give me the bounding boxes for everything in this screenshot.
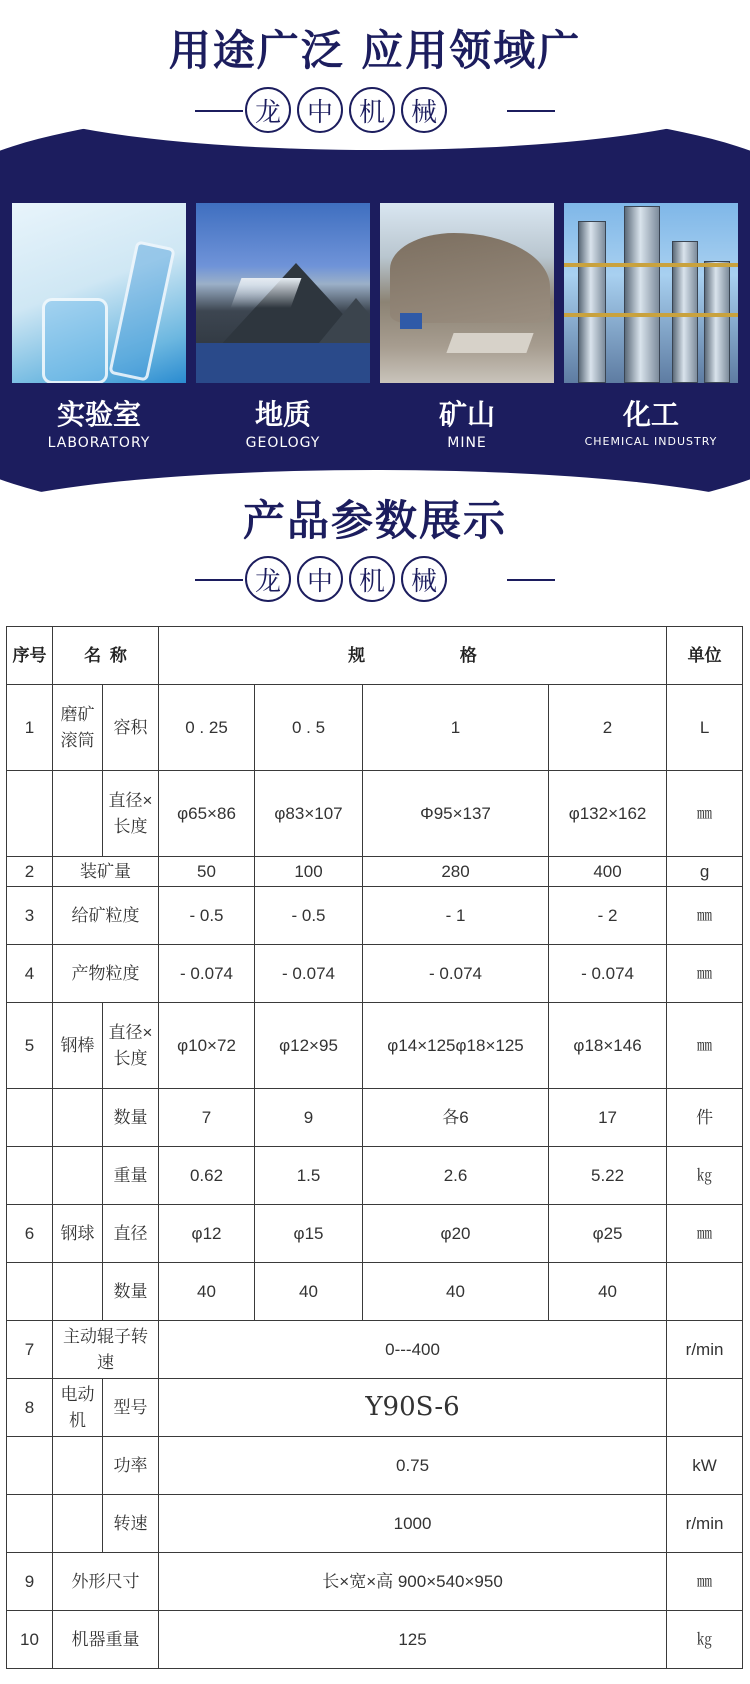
- brand-char: 械: [401, 87, 447, 133]
- row-item: 转速: [103, 1495, 159, 1553]
- table-row: [7, 1553, 743, 1611]
- field-name: 实验室: [56, 398, 141, 431]
- cell-value: - 1: [363, 887, 549, 945]
- table-row: [7, 945, 743, 1003]
- row-group: [53, 1089, 103, 1147]
- row-group: [53, 1495, 103, 1553]
- row-group: [53, 1437, 103, 1495]
- header-unit: 单位: [667, 627, 743, 685]
- row-no: 4: [7, 945, 53, 1003]
- brand-char: 机: [349, 556, 395, 602]
- row-no: 9: [7, 1553, 53, 1611]
- table-row: [7, 1437, 743, 1495]
- slogan-title: 用途广泛 应用领域广: [168, 26, 582, 75]
- cell-value: Φ95×137: [363, 771, 549, 857]
- header-no: 序号: [7, 627, 53, 685]
- section-brand-logo: [195, 556, 555, 604]
- cell-value: φ12: [159, 1205, 255, 1263]
- brand-char: 械: [401, 556, 447, 602]
- field-name-en: MINE: [447, 435, 487, 451]
- table-row: [7, 857, 743, 887]
- cell-value: φ132×162: [549, 771, 667, 857]
- row-no: [7, 1437, 53, 1495]
- row-group: 磨矿滚筒: [53, 685, 103, 771]
- table-row: [7, 887, 743, 945]
- row-item: 直径×长度: [103, 771, 159, 857]
- brand-char: 机: [349, 87, 395, 133]
- row-group: 电动机: [53, 1379, 103, 1437]
- brand-line-left: [195, 579, 243, 581]
- field-name: 地质: [254, 398, 311, 431]
- row-item: 数量: [103, 1263, 159, 1321]
- cell-value: 40: [363, 1263, 549, 1321]
- row-group: [53, 1147, 103, 1205]
- brand-char: 龙: [245, 556, 291, 602]
- row-item: 直径: [103, 1205, 159, 1263]
- row-item: 型号: [103, 1379, 159, 1437]
- cell-unit: ㎜: [667, 1553, 743, 1611]
- row-no: 2: [7, 857, 53, 887]
- field-name: 矿山: [438, 398, 495, 431]
- row-no: [7, 1147, 53, 1205]
- table-row: [7, 1263, 743, 1321]
- cell-unit: [667, 1379, 743, 1437]
- cell-value: φ14×125φ18×125: [363, 1003, 549, 1089]
- table-row: [7, 1379, 743, 1437]
- brand-logo: [195, 87, 555, 135]
- row-no: 3: [7, 887, 53, 945]
- row-no: 8: [7, 1379, 53, 1437]
- row-group: [53, 1263, 103, 1321]
- row-item: 容积: [103, 685, 159, 771]
- cell-value: 100: [255, 857, 363, 887]
- cell-value: φ65×86: [159, 771, 255, 857]
- field-mine: [380, 203, 554, 451]
- cell-value: 0 . 25: [159, 685, 255, 771]
- cell-value: 0.62: [159, 1147, 255, 1205]
- table-row: [7, 1495, 743, 1553]
- cell-value: 1.5: [255, 1147, 363, 1205]
- row-item: 直径×长度: [103, 1003, 159, 1089]
- cell-value: φ25: [549, 1205, 667, 1263]
- field-name-en: LABORATORY: [47, 435, 151, 451]
- table-row: [7, 1147, 743, 1205]
- cell-value: 1: [363, 685, 549, 771]
- brand-line-left: [195, 110, 243, 112]
- row-name: 装矿量: [53, 857, 159, 887]
- row-group: 钢球: [53, 1205, 103, 1263]
- cell-value: φ12×95: [255, 1003, 363, 1089]
- cell-value: 5.22: [549, 1147, 667, 1205]
- brand-char: 龙: [245, 87, 291, 133]
- cell-value: 2.6: [363, 1147, 549, 1205]
- geology-image: [196, 203, 370, 383]
- cell-value: 0 . 5: [255, 685, 363, 771]
- cell-value: - 2: [549, 887, 667, 945]
- cell-value: 40: [159, 1263, 255, 1321]
- row-no: [7, 771, 53, 857]
- cell-unit: ㎏: [667, 1147, 743, 1205]
- cell-value: - 0.074: [255, 945, 363, 1003]
- cell-value: - 0.074: [159, 945, 255, 1003]
- row-name: 给矿粒度: [53, 887, 159, 945]
- row-name: 主动辊子转速: [53, 1321, 159, 1379]
- field-name-en: CHEMICAL INDUSTRY: [584, 435, 718, 448]
- table-header-row: [7, 627, 743, 685]
- row-item: 重量: [103, 1147, 159, 1205]
- cell-unit: kW: [667, 1437, 743, 1495]
- mine-image: [380, 203, 554, 383]
- cell-unit: [667, 1263, 743, 1321]
- cell-value: φ10×72: [159, 1003, 255, 1089]
- brand-line-right: [507, 110, 555, 112]
- cell-unit: 件: [667, 1089, 743, 1147]
- cell-value: - 0.074: [363, 945, 549, 1003]
- cell-value: φ15: [255, 1205, 363, 1263]
- cell-unit: g: [667, 857, 743, 887]
- table-row: [7, 1089, 743, 1147]
- table-row: [7, 685, 743, 771]
- row-group: [53, 771, 103, 857]
- table-row: [7, 1205, 743, 1263]
- row-no: 5: [7, 1003, 53, 1089]
- cell-unit: r/min: [667, 1321, 743, 1379]
- section-title: 产品参数展示: [242, 496, 507, 545]
- chemical-industry-image: [564, 203, 738, 383]
- field-name-en: GEOLOGY: [245, 435, 321, 451]
- cell-value: 7: [159, 1089, 255, 1147]
- cell-unit: L: [667, 685, 743, 771]
- cell-value: Y90S-6: [159, 1379, 667, 1437]
- cell-value: 各6: [363, 1089, 549, 1147]
- table-row: [7, 1003, 743, 1089]
- field-laboratory: [12, 203, 186, 451]
- header-name: 名 称: [53, 627, 159, 685]
- cell-value: - 0.5: [255, 887, 363, 945]
- row-name: 机器重量: [53, 1611, 159, 1669]
- row-name: 产物粒度: [53, 945, 159, 1003]
- cell-value: φ18×146: [549, 1003, 667, 1089]
- cell-value: 长×宽×高 900×540×950: [159, 1553, 667, 1611]
- row-no: 6: [7, 1205, 53, 1263]
- cell-unit: ㎜: [667, 887, 743, 945]
- row-no: [7, 1263, 53, 1321]
- table-row: [7, 1321, 743, 1379]
- row-no: 10: [7, 1611, 53, 1669]
- row-no: [7, 1089, 53, 1147]
- header-spec: 规 格: [159, 627, 667, 685]
- cell-value: 280: [363, 857, 549, 887]
- spec-table: [6, 626, 743, 1669]
- cell-unit: ㎜: [667, 1003, 743, 1089]
- cell-value: - 0.074: [549, 945, 667, 1003]
- cell-unit: ㎜: [667, 771, 743, 857]
- cell-value: 9: [255, 1089, 363, 1147]
- row-item: 功率: [103, 1437, 159, 1495]
- field-chemical: [564, 203, 738, 451]
- cell-value: 50: [159, 857, 255, 887]
- row-item: 数量: [103, 1089, 159, 1147]
- hero-banner: [0, 0, 750, 520]
- brand-line-right: [507, 579, 555, 581]
- row-no: 1: [7, 685, 53, 771]
- brand-char: 中: [297, 556, 343, 602]
- cell-value: 0.75: [159, 1437, 667, 1495]
- row-group: 钢棒: [53, 1003, 103, 1089]
- cell-unit: ㎜: [667, 1205, 743, 1263]
- laboratory-image: [12, 203, 186, 383]
- field-geology: [196, 203, 370, 451]
- table-row: [7, 771, 743, 857]
- cell-value: φ20: [363, 1205, 549, 1263]
- cell-value: 125: [159, 1611, 667, 1669]
- table-row: [7, 1611, 743, 1669]
- cell-value: 40: [255, 1263, 363, 1321]
- cell-value: 2: [549, 685, 667, 771]
- cell-value: 400: [549, 857, 667, 887]
- row-no: 7: [7, 1321, 53, 1379]
- cell-value: 0---400: [159, 1321, 667, 1379]
- row-name: 外形尺寸: [53, 1553, 159, 1611]
- cell-unit: ㎏: [667, 1611, 743, 1669]
- cell-value: - 0.5: [159, 887, 255, 945]
- cell-unit: ㎜: [667, 945, 743, 1003]
- field-name: 化工: [622, 398, 679, 431]
- row-no: [7, 1495, 53, 1553]
- cell-value: 1000: [159, 1495, 667, 1553]
- cell-unit: r/min: [667, 1495, 743, 1553]
- cell-value: 40: [549, 1263, 667, 1321]
- cell-value: φ83×107: [255, 771, 363, 857]
- brand-char: 中: [297, 87, 343, 133]
- cell-value: 17: [549, 1089, 667, 1147]
- application-fields: [12, 203, 738, 451]
